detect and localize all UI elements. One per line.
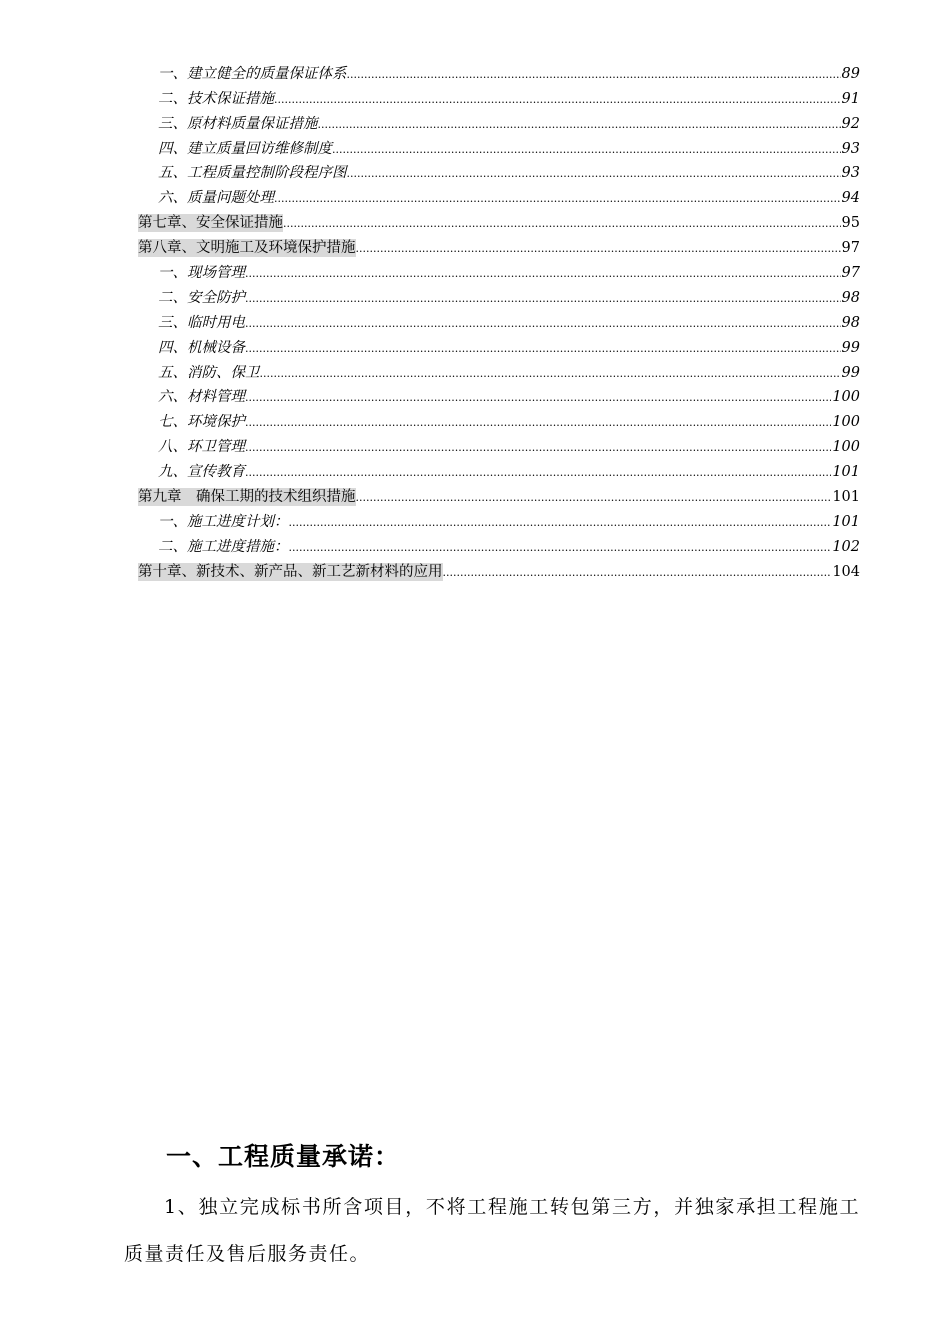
toc-leader-dots (289, 513, 832, 531)
toc-chapter-entry[interactable] (138, 207, 860, 232)
toc-entry-page: 104 (832, 563, 860, 580)
toc-leader-dots (347, 164, 841, 182)
toc-entry-page: 98 (841, 314, 860, 331)
toc-leader-dots (274, 90, 841, 108)
toc-entry[interactable] (138, 456, 860, 481)
toc-leader-dots (245, 388, 831, 406)
toc-entry-label: 七、环境保护 (158, 414, 245, 431)
section-heading: 一、工程质量承诺： (166, 1142, 401, 1171)
toc-entry-page: 93 (841, 140, 860, 157)
toc-entry-page: 101 (832, 513, 860, 530)
toc-entry[interactable] (138, 282, 860, 307)
toc-leader-dots (443, 563, 832, 581)
toc-entry[interactable] (138, 108, 860, 133)
toc-entry-page: 93 (841, 165, 860, 182)
toc-entry-label: 九、宣传教育 (158, 464, 245, 481)
toc-entry-label: 五、消防、保卫 (158, 364, 260, 381)
toc-entry-page: 99 (841, 364, 860, 381)
toc-entry-page: 99 (841, 339, 860, 356)
toc-leader-dots (274, 189, 841, 207)
toc-entry[interactable] (138, 332, 860, 357)
toc-entry-label: 二、施工进度措施： (158, 538, 289, 555)
toc-entry-label: 三、临时用电 (158, 314, 245, 331)
toc-entry[interactable] (138, 506, 860, 531)
toc-leader-dots (260, 364, 841, 382)
toc-chapter-entry[interactable] (138, 481, 860, 506)
toc-leader-dots (283, 214, 841, 232)
toc-entry-page: 97 (841, 265, 860, 282)
toc-chapter-entry[interactable] (138, 232, 860, 257)
toc-entry-label: 五、工程质量控制阶段程序图 (158, 165, 347, 182)
toc-entry-label: 第八章、文明施工及环境保护措施 (138, 240, 356, 257)
toc-entry-label: 三、原材料质量保证措施 (158, 115, 318, 132)
toc-entry[interactable] (138, 382, 860, 407)
toc-entry-page: 101 (832, 489, 860, 506)
toc-entry-page: 91 (841, 90, 860, 107)
toc-entry-label: 第七章、安全保证措施 (138, 215, 283, 232)
toc-leader-dots (318, 115, 841, 133)
toc-entry-label: 二、技术保证措施 (158, 90, 274, 107)
toc-entry-page: 94 (841, 190, 860, 207)
toc-entry[interactable] (138, 58, 860, 83)
toc-leader-dots (245, 264, 841, 282)
toc-entry-page: 89 (841, 65, 860, 82)
table-of-contents (138, 58, 860, 581)
toc-entry-page: 100 (832, 389, 860, 406)
toc-leader-dots (245, 339, 841, 357)
toc-leader-dots (289, 538, 832, 556)
toc-entry[interactable] (138, 182, 860, 207)
toc-leader-dots (245, 314, 841, 332)
toc-leader-dots (245, 438, 831, 456)
toc-entry-label: 第九章 确保工期的技术组织措施 (138, 489, 356, 506)
toc-entry-label: 四、机械设备 (158, 339, 245, 356)
toc-entry[interactable] (138, 531, 860, 556)
toc-leader-dots (245, 289, 841, 307)
toc-entry-label: 第十章、新技术、新产品、新工艺新材料的应用 (138, 563, 443, 580)
toc-entry-label: 一、现场管理 (158, 265, 245, 282)
toc-entry-label: 二、安全防护 (158, 289, 245, 306)
toc-entry-page: 100 (832, 414, 860, 431)
toc-entry[interactable] (138, 307, 860, 332)
toc-leader-dots (245, 413, 831, 431)
toc-entry-page: 101 (832, 464, 860, 481)
toc-entry-label: 四、建立质量回访维修制度 (158, 140, 332, 157)
toc-entry[interactable] (138, 431, 860, 456)
toc-leader-dots (332, 140, 841, 158)
toc-leader-dots (356, 239, 841, 257)
toc-entry-page: 100 (832, 439, 860, 456)
toc-entry-label: 六、质量问题处理 (158, 190, 274, 207)
toc-chapter-entry[interactable] (138, 556, 860, 581)
toc-entry-page: 95 (841, 215, 860, 232)
toc-entry-page: 92 (841, 115, 860, 132)
toc-entry[interactable] (138, 133, 860, 158)
toc-entry-label: 六、材料管理 (158, 389, 245, 406)
toc-entry-page: 98 (841, 289, 860, 306)
toc-entry-label: 八、环卫管理 (158, 439, 245, 456)
toc-leader-dots (356, 488, 832, 506)
toc-entry-page: 97 (841, 240, 860, 257)
toc-entry-label: 一、建立健全的质量保证体系 (158, 65, 347, 82)
toc-entry-page: 102 (832, 538, 860, 555)
toc-entry[interactable] (138, 257, 860, 282)
toc-entry[interactable] (138, 357, 860, 382)
toc-leader-dots (245, 463, 831, 481)
toc-entry[interactable] (138, 406, 860, 431)
toc-entry[interactable] (138, 83, 860, 108)
toc-leader-dots (347, 65, 841, 83)
toc-entry-label: 一、施工进度计划： (158, 513, 289, 530)
toc-entry[interactable] (138, 158, 860, 183)
body-paragraph: 1、独立完成标书所含项目，不将工程施工转包第三方，并独家承担工程施工质量责任及售后服务责任。 (124, 1196, 860, 1265)
